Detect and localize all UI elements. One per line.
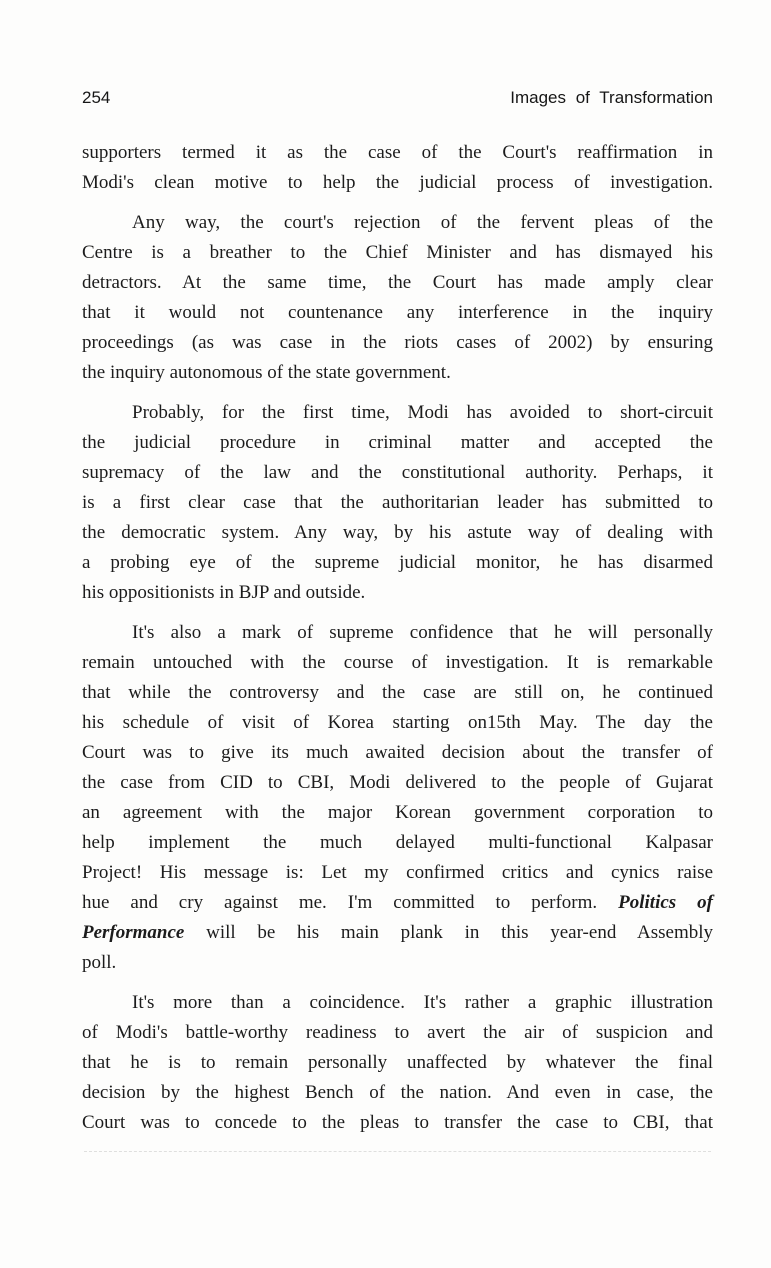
text-line: poll.: [82, 952, 117, 973]
emphasized-text: Performance: [82, 922, 185, 943]
text-line: Probably, for the first time, Modi has avoided to short-circuit: [132, 402, 713, 423]
text-line: supremacy of the law and the constitutional authority. Perhaps, it: [82, 462, 713, 483]
text-line: supporters termed it as the case of the Court's reaffirmation in: [82, 142, 713, 163]
page-text: [82, 138, 713, 1138]
text-line: the inquiry autonomous of the state government.: [82, 362, 451, 383]
text-line: the case from CID to CBI, Modi delivered to the people of Gujarat: [82, 772, 713, 793]
text-line: It's also a mark of supreme confidence that he will personally: [132, 622, 713, 643]
text-line: hue and cry against me. I'm committed to perform. Politics of: [82, 892, 713, 913]
paragraph: [82, 988, 713, 1138]
text-line: Modi's clean motive to help the judicial process of investigation.: [82, 172, 713, 193]
text-line: of Modi's battle-worthy readiness to avert the air of suspicion and: [82, 1022, 713, 1043]
text-line: Project! His message is: Let my confirmed critics and cynics raise: [82, 862, 713, 883]
text-line: Performance will be his main plank in this year-end Assembly: [82, 922, 713, 943]
text-line: Any way, the court's rejection of the fervent pleas of the: [132, 212, 713, 233]
text-line: Court was to give its much awaited decision about the transfer of: [82, 742, 713, 763]
text-line: detractors. At the same time, the Court has made amply clear: [82, 272, 713, 293]
text-line: his oppositionists in BJP and outside.: [82, 582, 366, 603]
text-line: the democratic system. Any way, by his astute way of dealing with: [82, 522, 713, 543]
page-content: [82, 88, 713, 1138]
running-header: [82, 88, 713, 108]
page-number: 254: [82, 88, 111, 107]
emphasized-text: Politics of: [618, 892, 713, 913]
paragraph: [82, 398, 713, 608]
text-line: proceedings (as was case in the riots cases of 2002) by ensuring: [82, 332, 713, 353]
text-line: remain untouched with the course of investigation. It is remarkable: [82, 652, 713, 673]
text-line: decision by the highest Bench of the nation. And even in case, the: [82, 1082, 713, 1103]
text-line: Court was to concede to the pleas to transfer the case to CBI, that: [82, 1112, 713, 1133]
text-line: is a first clear case that the authoritarian leader has submitted to: [82, 492, 713, 513]
running-title: Images of Transformation: [510, 88, 713, 107]
text-line: that he is to remain personally unaffected by whatever the final: [82, 1052, 713, 1073]
text-line: that while the controversy and the case are still on, he continued: [82, 682, 713, 703]
text-line: It's more than a coincidence. It's rather a graphic illustration: [132, 992, 713, 1013]
paragraph: [82, 618, 713, 978]
text-line: his schedule of visit of Korea starting on15th May. The day the: [82, 712, 713, 733]
paragraph: [82, 208, 713, 388]
text-line: Centre is a breather to the Chief Minister and has dismayed his: [82, 242, 713, 263]
text-line: an agreement with the major Korean government corporation to: [82, 802, 713, 823]
text-line: a probing eye of the supreme judicial monitor, he has disarmed: [82, 552, 713, 573]
scan-artifact-line: [84, 1151, 711, 1152]
paragraph: [82, 138, 713, 198]
text-line: the judicial procedure in criminal matter and accepted the: [82, 432, 713, 453]
text-line: that it would not countenance any interference in the inquiry: [82, 302, 713, 323]
text-line: help implement the much delayed multi-functional Kalpasar: [82, 832, 713, 853]
